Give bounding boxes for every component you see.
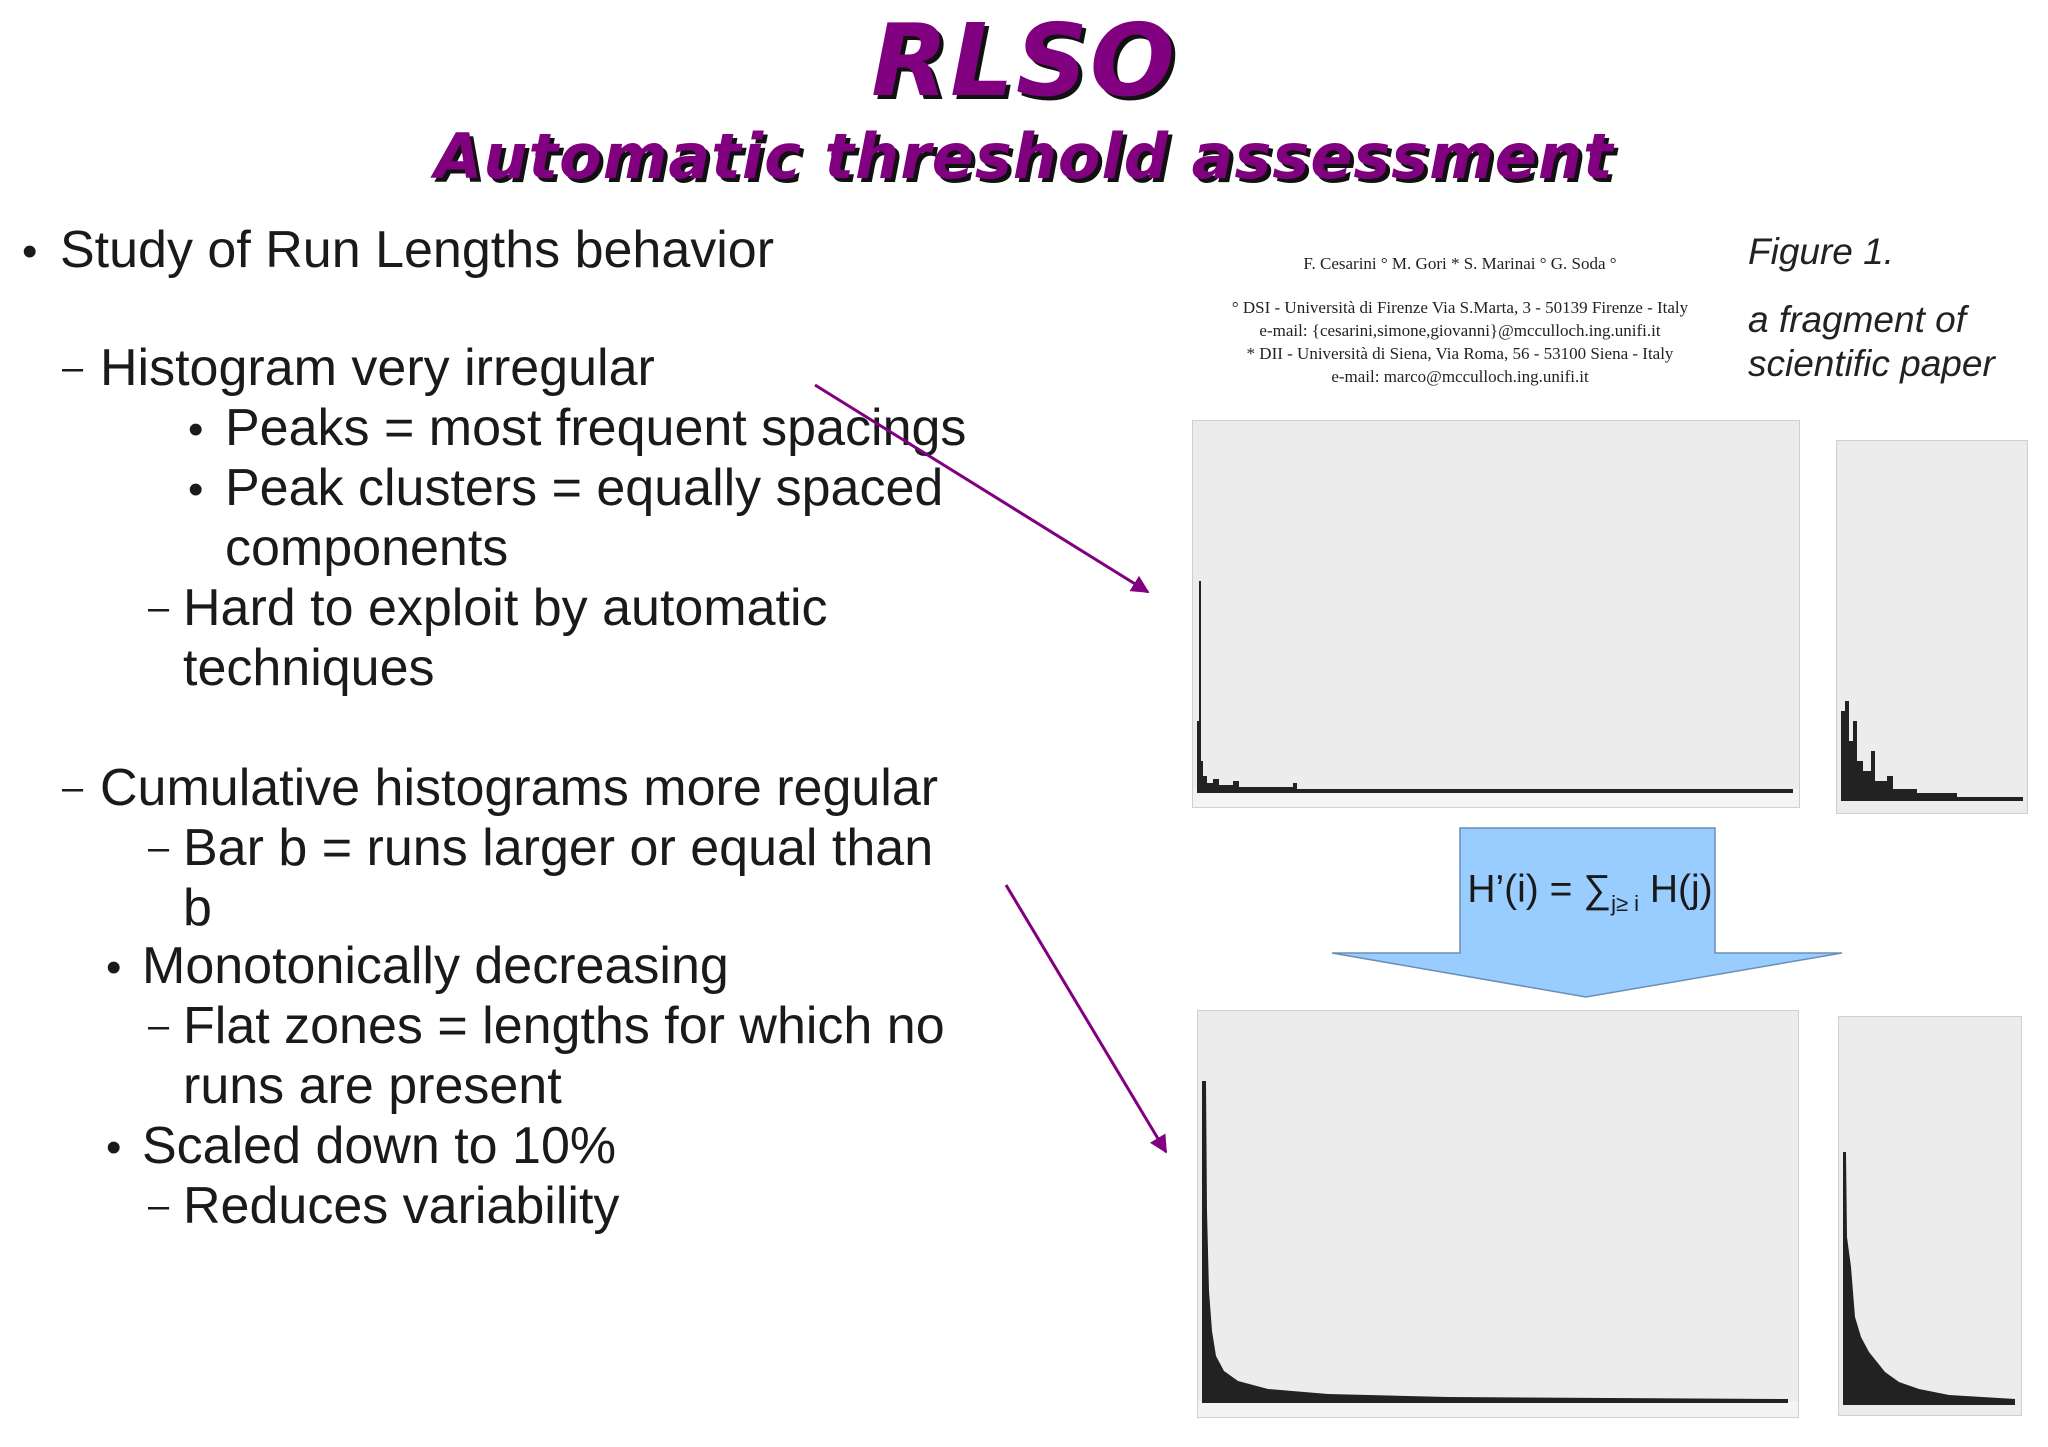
arrow-to-histogram [815, 385, 1148, 592]
paper-email-2: e-mail: marco@mcculloch.ing.unifi.it [1331, 367, 1589, 386]
dash-marker: – [62, 347, 84, 389]
bullet-text: b [183, 879, 212, 937]
bullet-text: Peaks = most frequent spacings [225, 399, 967, 457]
dash-marker: – [62, 767, 84, 809]
bullet-marker: • [188, 405, 204, 454]
bullet-text: Reduces variability [183, 1177, 620, 1235]
bullet-text: Histogram very irregular [100, 339, 655, 397]
dash-marker: – [148, 1185, 170, 1227]
formula-lhs: H’(i) = [1467, 868, 1584, 911]
bullet-text: Scaled down to 10% [142, 1117, 617, 1175]
paper-authors: F. Cesarini ° M. Gori * S. Marinai ° G. Soda ° [1303, 254, 1617, 273]
dash-marker: – [148, 827, 170, 869]
paper-affiliation-2: * DII - Università di Siena, Via Roma, 56 - 53100 Siena - Italy [1246, 344, 1674, 363]
bullet-marker: • [188, 465, 204, 514]
formula-subscript: j≥ i [1611, 890, 1640, 916]
caption-line-1: a fragment of [1748, 299, 1967, 340]
caption-line-2: scientific paper [1748, 343, 1995, 384]
bullet-text: Study of Run Lengths behavior [60, 221, 775, 279]
caption-label: Figure 1. [1748, 231, 1895, 272]
bullet-text: components [225, 519, 509, 577]
formula-sigma: ∑ [1583, 868, 1612, 911]
dash-marker: – [148, 587, 170, 629]
bullet-text: techniques [183, 639, 435, 697]
bullet-text: Monotonically decreasing [142, 937, 729, 995]
bullet-text: Flat zones = lengths for which no [183, 997, 945, 1055]
bullet-text: Cumulative histograms more regular [100, 759, 939, 817]
slide-title: RLSO [871, 2, 1177, 119]
bullet-text: Peak clusters = equally spaced [225, 459, 944, 517]
bullet-marker: • [22, 227, 38, 276]
arrow-to-cumulative [1006, 885, 1166, 1152]
bullet-marker: • [106, 943, 122, 992]
bullet-text: runs are present [183, 1057, 562, 1115]
dash-marker: – [148, 1005, 170, 1047]
slide-subtitle: Automatic threshold assessment [434, 120, 1614, 193]
bullet-text: Bar b = runs larger or equal than [183, 819, 934, 877]
paper-email-1: e-mail: {cesarini,simone,giovanni}@mcculloch.ing.unifi.it [1259, 321, 1661, 340]
formula-rhs: H(j) [1639, 868, 1713, 911]
bullet-marker: • [106, 1123, 122, 1172]
paper-affiliation-1: ° DSI - Università di Firenze Via S.Marta, 3 - 50139 Firenze - Italy [1231, 298, 1689, 317]
bullet-text: Hard to exploit by automatic [183, 579, 828, 637]
